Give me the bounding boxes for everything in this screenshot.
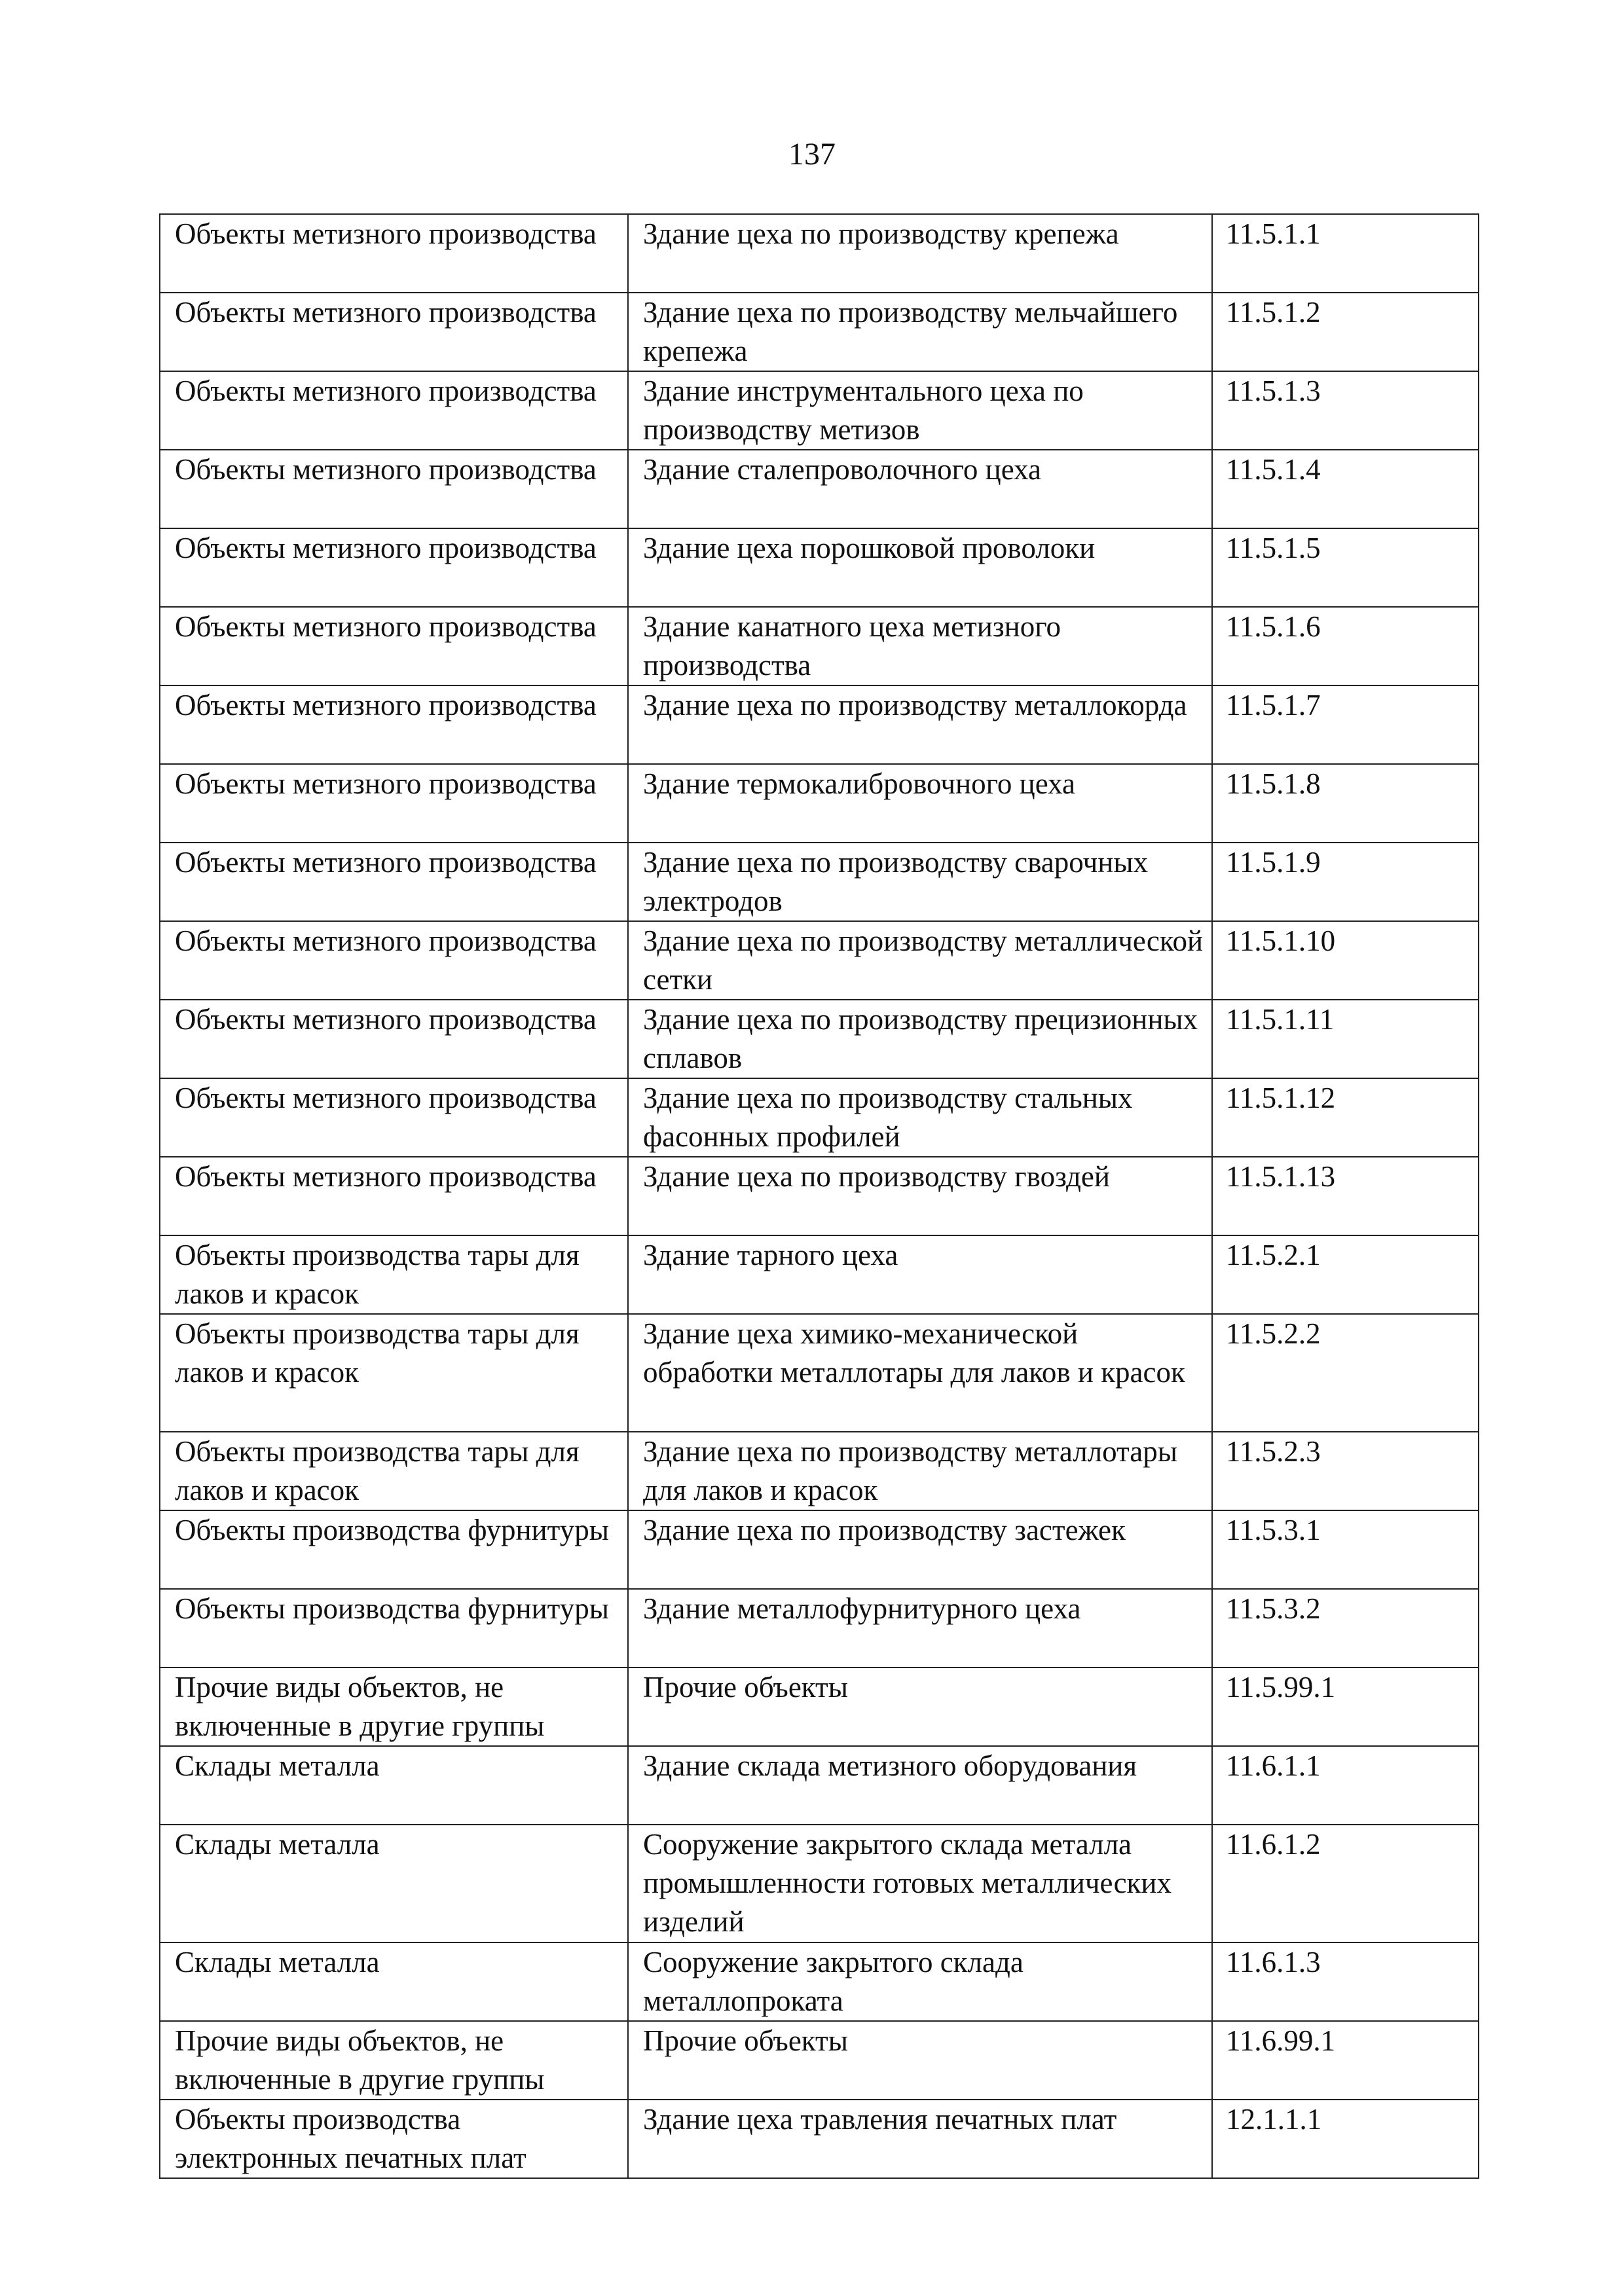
table-row (160, 1235, 1479, 1314)
code-cell: 11.5.1.4 (1212, 450, 1479, 528)
object-cell: Здание склада метизного оборудования (628, 1746, 1212, 1825)
page-number: 137 (788, 137, 836, 172)
category-cell: Объекты метизного производства (160, 607, 628, 685)
object-cell: Здание цеха по производству металлокорда (628, 685, 1212, 764)
code-cell: 11.6.99.1 (1212, 2021, 1479, 2100)
classification-table (159, 213, 1479, 2179)
table-row (160, 1667, 1479, 1746)
category-cell: Прочие виды объектов, не включенные в другие группы (160, 2021, 628, 2100)
category-cell: Объекты метизного производства (160, 1078, 628, 1157)
code-cell: 11.5.1.5 (1212, 528, 1479, 607)
code-cell: 11.6.1.3 (1212, 1942, 1479, 2021)
object-cell: Здание тарного цеха (628, 1235, 1212, 1314)
code-cell: 11.5.1.11 (1212, 1000, 1479, 1078)
table-row (160, 214, 1479, 293)
object-cell: Здание сталепроволочного цеха (628, 450, 1212, 528)
table-row (160, 685, 1479, 764)
object-cell: Здание цеха химико-механической обработки металлотары для лаков и красок (628, 1314, 1212, 1432)
category-cell: Объекты метизного производства (160, 528, 628, 607)
category-cell: Прочие виды объектов, не включенные в другие группы (160, 1667, 628, 1746)
category-cell: Склады металла (160, 1942, 628, 2021)
table-row (160, 1078, 1479, 1157)
category-cell: Объекты метизного производства (160, 450, 628, 528)
code-cell: 11.5.2.1 (1212, 1235, 1479, 1314)
table-row (160, 528, 1479, 607)
code-cell: 11.5.2.3 (1212, 1432, 1479, 1510)
table-row (160, 371, 1479, 450)
table-row (160, 1510, 1479, 1589)
object-cell: Здание инструментального цеха по производству метизов (628, 371, 1212, 450)
code-cell: 11.5.1.3 (1212, 371, 1479, 450)
category-cell: Склады металла (160, 1746, 628, 1825)
object-cell: Сооружение закрытого склада металлопроката (628, 1942, 1212, 2021)
object-cell: Сооружение закрытого склада металла промышленности готовых металлических изделий (628, 1825, 1212, 1942)
code-cell: 11.5.99.1 (1212, 1667, 1479, 1746)
category-cell: Объекты производства электронных печатных плат (160, 2100, 628, 2178)
code-cell: 11.5.1.2 (1212, 293, 1479, 371)
category-cell: Объекты производства фурнитуры (160, 1510, 628, 1589)
category-cell: Объекты метизного производства (160, 685, 628, 764)
table-row (160, 2021, 1479, 2100)
object-cell: Здание цеха по производству стальных фасонных профилей (628, 1078, 1212, 1157)
table-row (160, 921, 1479, 1000)
table-row (160, 2100, 1479, 2178)
category-cell: Объекты метизного производства (160, 764, 628, 843)
code-cell: 12.1.1.1 (1212, 2100, 1479, 2178)
object-cell: Здание цеха по производству мельчайшего крепежа (628, 293, 1212, 371)
code-cell: 11.5.1.1 (1212, 214, 1479, 293)
object-cell: Здание цеха травления печатных плат (628, 2100, 1212, 2178)
code-cell: 11.5.1.7 (1212, 685, 1479, 764)
category-cell: Объекты метизного производства (160, 371, 628, 450)
object-cell: Здание цеха по производству застежек (628, 1510, 1212, 1589)
object-cell: Здание металлофурнитурного цеха (628, 1589, 1212, 1667)
object-cell: Здание термокалибровочного цеха (628, 764, 1212, 843)
code-cell: 11.5.2.2 (1212, 1314, 1479, 1432)
category-cell: Объекты метизного производства (160, 1000, 628, 1078)
table-row (160, 1589, 1479, 1667)
category-cell: Объекты метизного производства (160, 843, 628, 921)
object-cell: Здание цеха по производству сварочных электродов (628, 843, 1212, 921)
object-cell: Здание цеха по производству гвоздей (628, 1157, 1212, 1235)
code-cell: 11.5.1.9 (1212, 843, 1479, 921)
category-cell: Объекты производства фурнитуры (160, 1589, 628, 1667)
category-cell: Объекты метизного производства (160, 293, 628, 371)
category-cell: Объекты метизного производства (160, 921, 628, 1000)
table-row (160, 1314, 1479, 1432)
code-cell: 11.5.3.1 (1212, 1510, 1479, 1589)
table-row (160, 1825, 1479, 1942)
category-cell: Объекты производства тары для лаков и красок (160, 1235, 628, 1314)
object-cell: Здание цеха по производству крепежа (628, 214, 1212, 293)
code-cell: 11.6.1.1 (1212, 1746, 1479, 1825)
table-row (160, 607, 1479, 685)
code-cell: 11.5.3.2 (1212, 1589, 1479, 1667)
table-row (160, 1000, 1479, 1078)
object-cell: Прочие объекты (628, 2021, 1212, 2100)
table-row (160, 1746, 1479, 1825)
table-row (160, 1942, 1479, 2021)
code-cell: 11.5.1.12 (1212, 1078, 1479, 1157)
table-row (160, 450, 1479, 528)
object-cell: Прочие объекты (628, 1667, 1212, 1746)
object-cell: Здание цеха по производству металлической сетки (628, 921, 1212, 1000)
category-cell: Объекты производства тары для лаков и красок (160, 1314, 628, 1432)
code-cell: 11.5.1.10 (1212, 921, 1479, 1000)
object-cell: Здание цеха по производству прецизионных сплавов (628, 1000, 1212, 1078)
category-cell: Объекты метизного производства (160, 214, 628, 293)
table-row (160, 1157, 1479, 1235)
code-cell: 11.5.1.8 (1212, 764, 1479, 843)
category-cell: Объекты метизного производства (160, 1157, 628, 1235)
table-row (160, 764, 1479, 843)
code-cell: 11.5.1.6 (1212, 607, 1479, 685)
category-cell: Склады металла (160, 1825, 628, 1942)
object-cell: Здание канатного цеха метизного производства (628, 607, 1212, 685)
object-cell: Здание цеха порошковой проволоки (628, 528, 1212, 607)
table-row (160, 1432, 1479, 1510)
table-row (160, 293, 1479, 371)
code-cell: 11.6.1.2 (1212, 1825, 1479, 1942)
object-cell: Здание цеха по производству металлотары для лаков и красок (628, 1432, 1212, 1510)
table-row (160, 843, 1479, 921)
category-cell: Объекты производства тары для лаков и красок (160, 1432, 628, 1510)
code-cell: 11.5.1.13 (1212, 1157, 1479, 1235)
